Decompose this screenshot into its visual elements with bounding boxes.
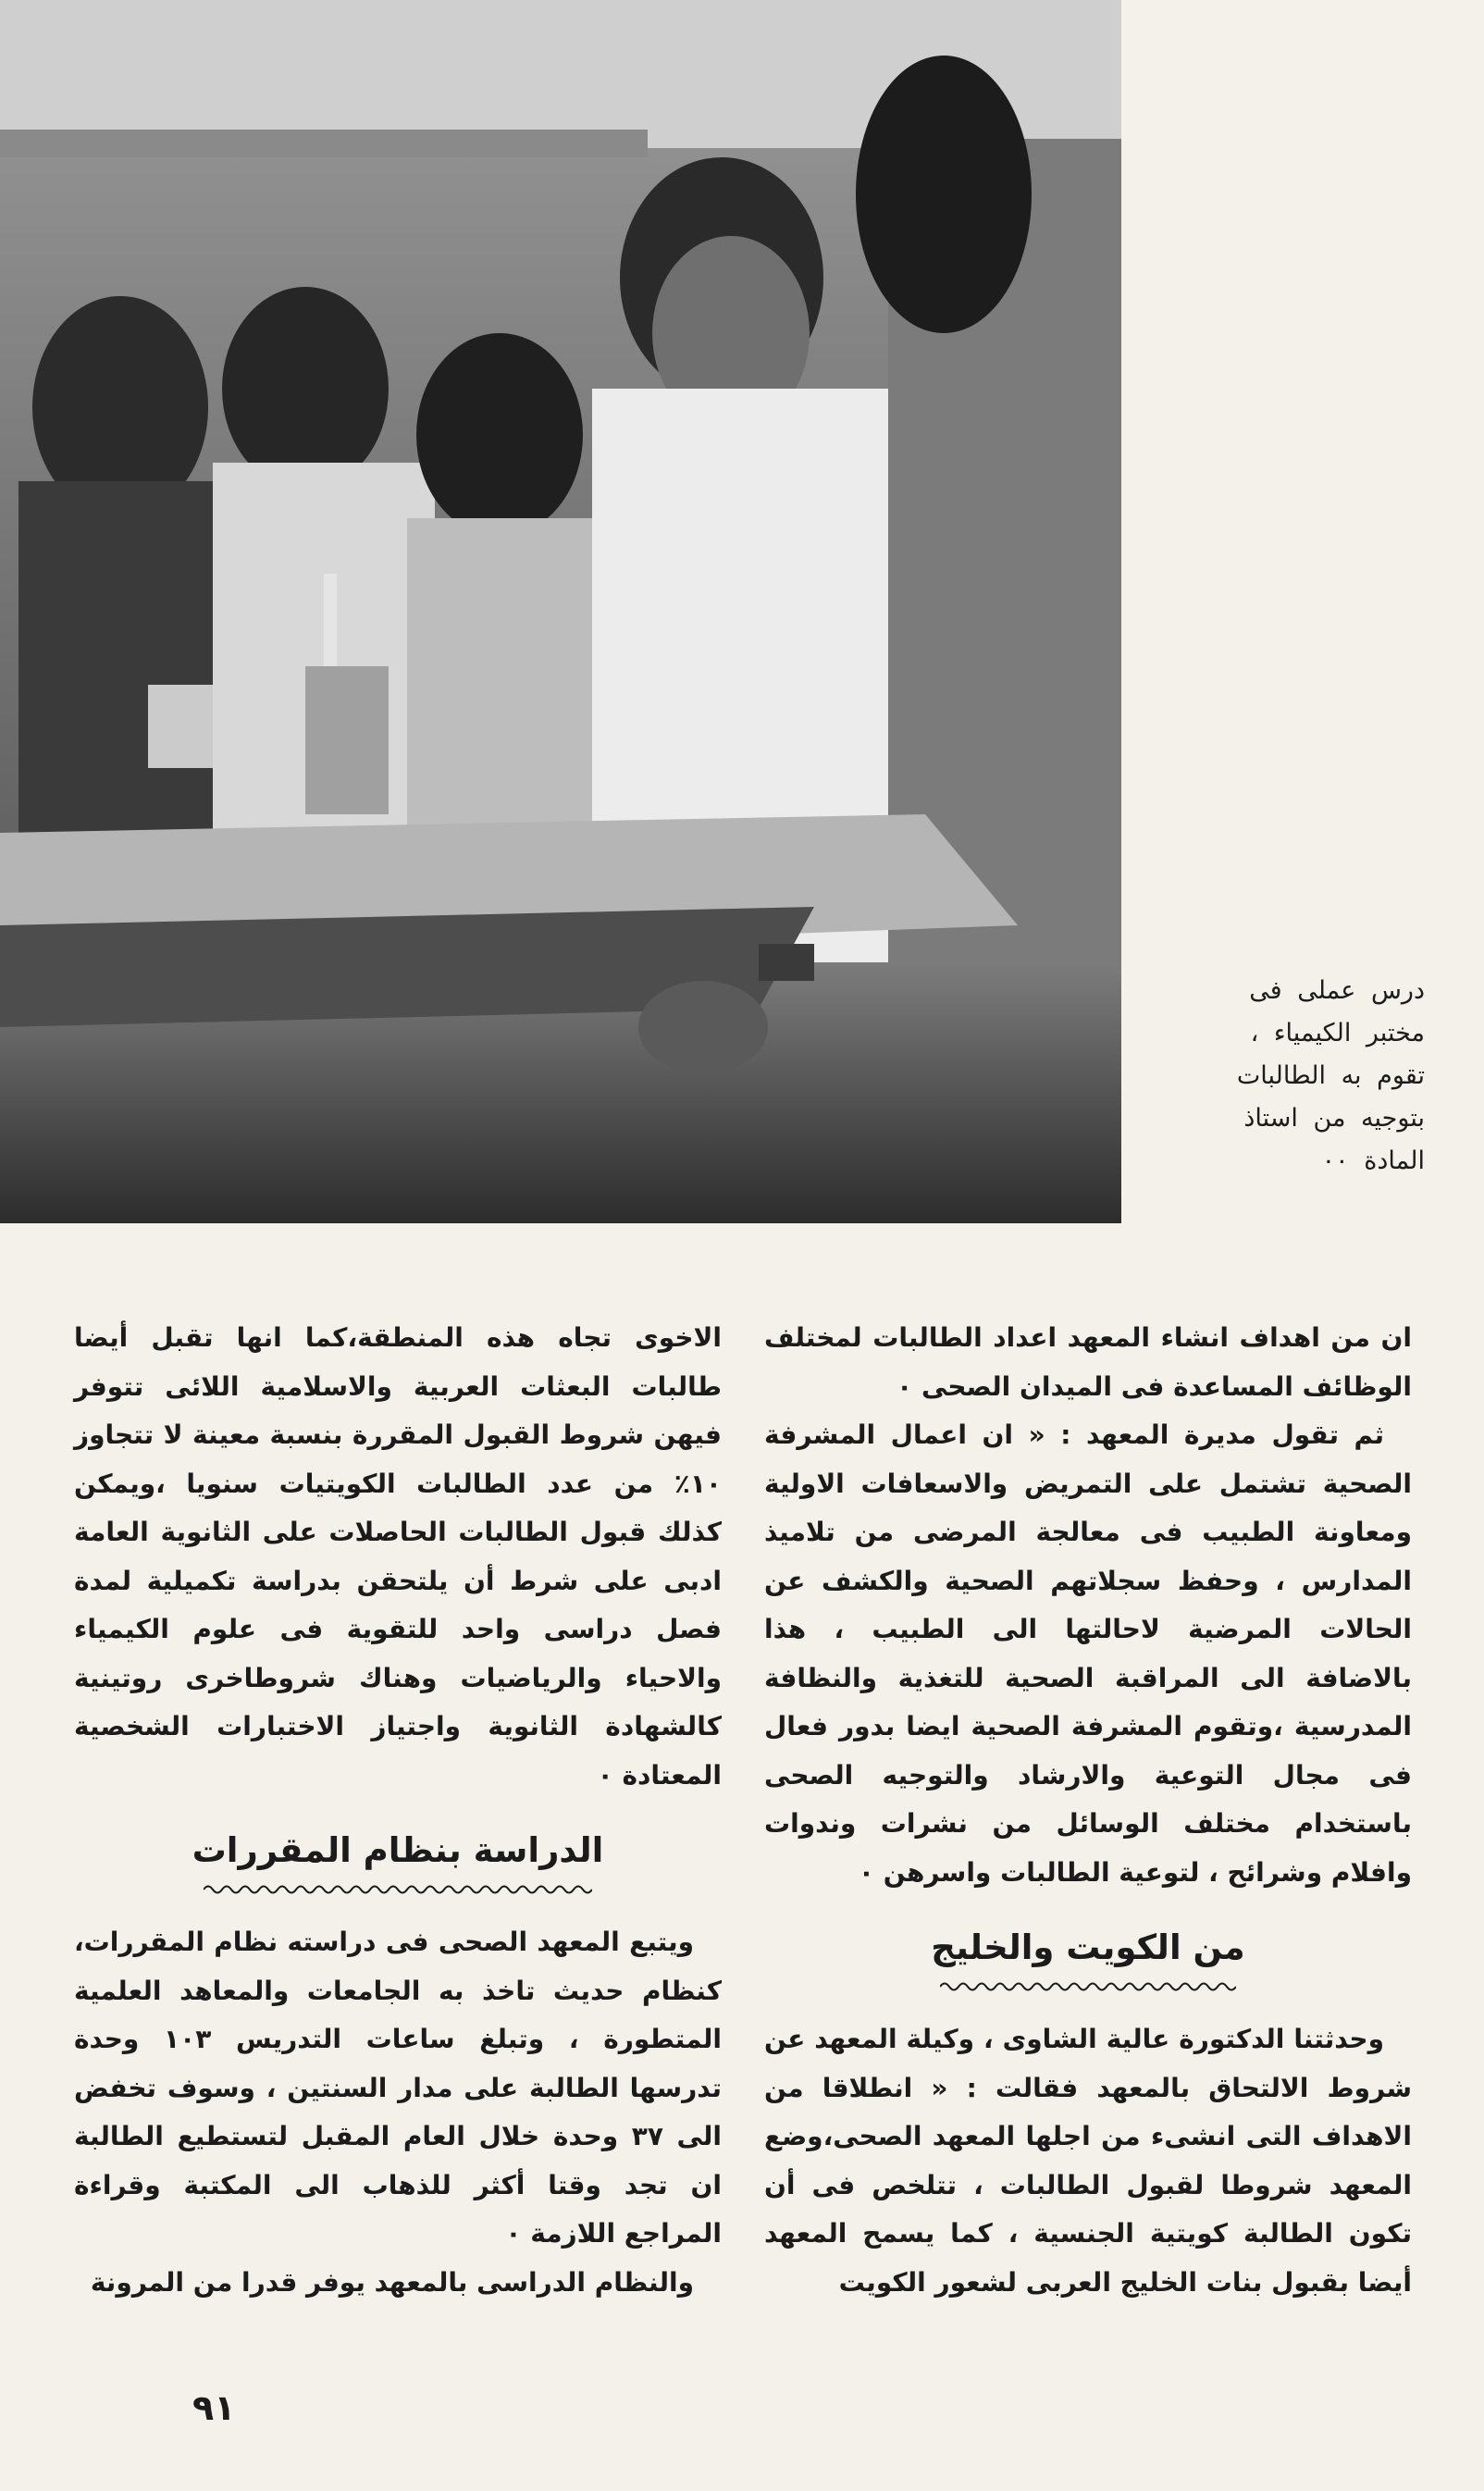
- caption-line: درس عملى فى: [1249, 976, 1425, 1005]
- right-column: [764, 1314, 1412, 2307]
- paragraph: ويتبع المعهد الصحى فى دراسته نظام المقررات، كنظام حديث تاخذ به الجامعات والمعاهد العلمية المتطورة ، وتبلغ ساعات التدريس ١٠٣ وحدة تدرسها الطالبة على مدار السنتين ، وسوف تخفض الى ٣٧ وحدة خلال العام المقبل لتستطيع الطالبة ان تجد وقتا أكثر للذهاب الى المكتبة وقراءة المراجع اللازمة ٠: [74, 1927, 722, 2249]
- caption-line: بتوجيه من استاذ: [1243, 1104, 1425, 1133]
- paragraph: الاخوى تجاه هذه المنطقة،كما انها تقبل أيضا طالبات البعثات العربية والاسلامية اللائى تتوفر فيهن شروط القبول المقررة بنسبة معينة لا تتجاوز ١٠٪ من عدد الطالبات الكويتيات سنويا ،ويمكن كذلك قبول الطالبات الحاصلات على الثانوية العامة ادبى على شرط أن يلتحقن بدراسة تكميلية لمدة فصل دراسى واحد للتقوية فى علوم الكيمياء والاحياء والرياضيات وهناك شروطاخرى روتينية كالشهادة الثانوية واجتياز الاختبارات الشخصية المعتادة ٠: [74, 1322, 722, 1791]
- paragraph: ثم تقول مديرة المعهد : « ان اعمال المشرفة الصحية تشتمل على التمريض والاسعافات الاولية ومعاونة الطبيب فى معالجة المرضى من تلاميذ المدارس ، وحفظ سجلاتهم الصحية والكشف عن الحالات المرضية لاحالتها الى الطبيب ، هذا بالاضافة الى المراقبة الصحية للتغذية والنظافة المدرسية ،وتقوم المشرفة الصحية ايضا بدور فعال فى مجال التوعية والارشاد والتوجيه الصحى باستخدام مختلف الوسائل من نشرات وندوات وافلام وشرائح ، لتوعية الطالبات واسرهن ٠: [764, 1419, 1412, 1888]
- photograph-icon: [0, 0, 1121, 1223]
- lab-photo: [0, 0, 1121, 1223]
- paragraph: وحدثتنا الدكتورة عالية الشاوى ، وكيلة المعهد عن شروط الالتحاق بالمعهد فقالت : « انطلاقا من الاهداف التى انشىء من اجلها المعهد الصحى،وضع المعهد شروطا لقبول الطالبات ، تتلخص فى أن تكون الطالبة كويتية الجنسية ، كما يسمح المعهد أيضا بقبول بنات الخليج العربى لشعور الكويت: [764, 2024, 1412, 2298]
- photo-caption: [1147, 970, 1425, 1183]
- caption-line: تقوم به الطالبات: [1236, 1061, 1425, 1090]
- section-heading: الدراسة بنظام المقررات: [192, 1830, 604, 1870]
- section-heading: من الكويت والخليج: [931, 1927, 1245, 1967]
- wavy-underline-icon: [940, 1980, 1236, 1993]
- left-column: [74, 1314, 722, 2307]
- caption-line: المادة ٠٠: [1321, 1146, 1425, 1175]
- paragraph: ان من اهداف انشاء المعهد اعداد الطالبات لمختلف الوظائف المساعدة فى الميدان الصحى ٠: [764, 1322, 1412, 1402]
- caption-line: مختبر الكيمياء ،: [1250, 1019, 1425, 1047]
- paragraph: والنظام الدراسى بالمعهد يوفر قدرا من المرونة: [90, 2266, 694, 2298]
- wavy-underline-icon: [204, 1883, 592, 1896]
- page-number: ٩١: [192, 2387, 236, 2428]
